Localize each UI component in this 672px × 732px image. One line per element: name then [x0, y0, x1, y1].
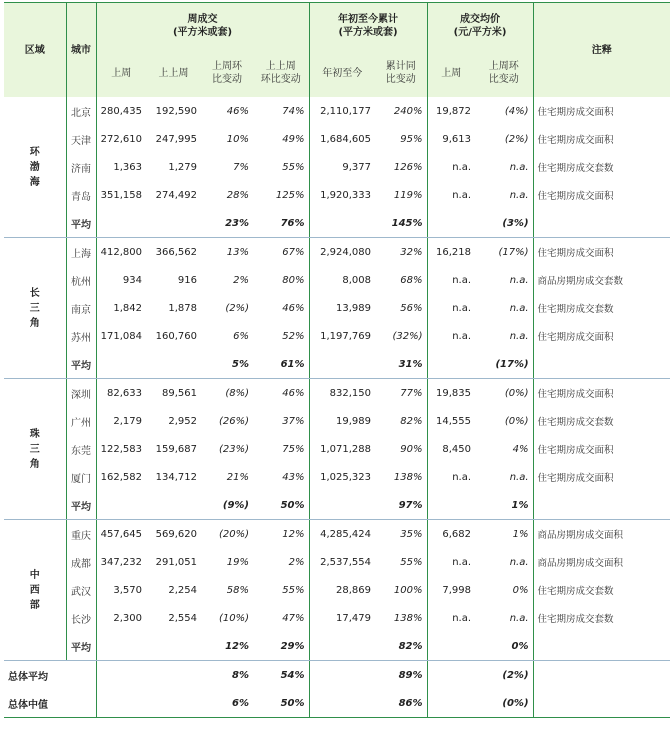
avg-price: n.a.	[452, 612, 472, 624]
prev-week-volume: 366,562	[155, 246, 197, 258]
prev-week-change: 49%	[253, 125, 309, 153]
total-row	[4, 689, 670, 718]
ytd-volume: 2,110,177	[320, 105, 372, 117]
city-name: 杭州	[66, 266, 96, 294]
avg-price: n.a.	[452, 274, 472, 286]
prev-week-change: 80%	[253, 266, 309, 294]
last-week-volume: 272,610	[100, 133, 142, 145]
avg-price-change: 1%	[475, 520, 533, 549]
empty-cell	[533, 209, 670, 238]
total-ytd-change: 89%	[375, 661, 427, 690]
last-week-volume: 2,300	[113, 612, 142, 624]
table-row	[4, 294, 670, 322]
empty-cell	[427, 350, 475, 379]
last-week-change: (20%)	[218, 528, 249, 540]
table-row	[4, 407, 670, 435]
last-week-volume: 1,363	[113, 161, 142, 173]
empty-cell	[146, 209, 201, 238]
ytd-change: 119%	[375, 181, 427, 209]
ytd-change: 77%	[375, 379, 427, 408]
ytd-change: 240%	[375, 97, 427, 125]
empty-cell	[146, 661, 201, 690]
last-week-volume: 1,842	[113, 302, 142, 314]
ytd-change: 90%	[375, 435, 427, 463]
empty-cell	[427, 209, 475, 238]
last-week-change: (10%)	[218, 612, 249, 624]
prev-week-volume: 159,687	[155, 443, 197, 455]
total-label: 总体平均	[4, 661, 96, 690]
last-week-volume: 280,435	[100, 105, 142, 117]
last-week-change: 6%	[233, 330, 249, 342]
average-ytd-change: 97%	[375, 491, 427, 520]
city-name: 北京	[66, 97, 96, 125]
ytd-change: 32%	[375, 238, 427, 267]
empty-cell	[309, 661, 375, 690]
region-name: 中西部	[4, 520, 66, 661]
header-weekly-lw-chg: 上周环 比变动	[201, 49, 253, 97]
ytd-volume: 2,537,554	[320, 556, 372, 568]
average-label: 平均	[66, 632, 96, 661]
region-average-row	[4, 350, 670, 379]
last-week-volume: 122,583	[100, 443, 142, 455]
prev-week-change: 74%	[253, 97, 309, 125]
average-ytd-change: 31%	[375, 350, 427, 379]
ytd-volume: 9,377	[342, 161, 372, 173]
last-week-volume: 347,232	[100, 556, 142, 568]
average-price-change: 1%	[475, 491, 533, 520]
row-note: 商品房期房成交面积	[537, 530, 624, 541]
empty-cell	[96, 661, 146, 690]
average-ytd-change: 82%	[375, 632, 427, 661]
empty-cell	[309, 209, 375, 238]
empty-cell	[427, 661, 475, 690]
avg-price-change: (0%)	[475, 407, 533, 435]
ytd-volume: 19,989	[336, 415, 372, 427]
prev-week-volume: 247,995	[155, 133, 197, 145]
city-name: 武汉	[66, 576, 96, 604]
empty-cell	[427, 491, 475, 520]
empty-cell	[146, 350, 201, 379]
empty-cell	[309, 491, 375, 520]
city-name: 深圳	[66, 379, 96, 408]
ytd-volume: 1,025,323	[320, 471, 372, 483]
city-name: 上海	[66, 238, 96, 267]
prev-week-change: 47%	[253, 604, 309, 632]
prev-week-change: 125%	[253, 181, 309, 209]
total-ytd-change: 86%	[375, 689, 427, 718]
last-week-change: (8%)	[225, 387, 249, 399]
region-name: 珠三角	[4, 379, 66, 520]
prev-week-change: 46%	[253, 294, 309, 322]
ytd-volume: 17,479	[336, 612, 372, 624]
average-price-change: (17%)	[475, 350, 533, 379]
avg-price-change: n.a.	[475, 153, 533, 181]
ytd-change: 82%	[375, 407, 427, 435]
ytd-volume: 4,285,424	[320, 528, 372, 540]
average-prev-week-change: 50%	[253, 491, 309, 520]
city-name: 青岛	[66, 181, 96, 209]
avg-price: 14,555	[436, 415, 472, 427]
row-note: 住宅期房成交面积	[537, 332, 614, 343]
ytd-change: 56%	[375, 294, 427, 322]
header-price-group: 成交均价 (元/平方米)	[427, 3, 533, 50]
prev-week-change: 12%	[253, 520, 309, 549]
table-row	[4, 153, 670, 181]
city-name: 南京	[66, 294, 96, 322]
region-average-row	[4, 491, 670, 520]
ytd-change: 35%	[375, 520, 427, 549]
prev-week-change: 52%	[253, 322, 309, 350]
last-week-change: 7%	[233, 161, 249, 173]
header-price-chg: 上周环 比变动	[475, 49, 533, 97]
empty-cell	[533, 689, 670, 718]
avg-price: n.a.	[452, 330, 472, 342]
avg-price: n.a.	[452, 161, 472, 173]
avg-price-change: (2%)	[475, 125, 533, 153]
prev-week-volume: 916	[177, 274, 197, 286]
empty-cell	[309, 632, 375, 661]
avg-price-change: n.a.	[475, 548, 533, 576]
avg-price-change: (17%)	[475, 238, 533, 267]
last-week-volume: 457,645	[100, 528, 142, 540]
empty-cell	[146, 632, 201, 661]
average-last-week-change: 12%	[201, 632, 253, 661]
avg-price-change: n.a.	[475, 322, 533, 350]
city-name: 重庆	[66, 520, 96, 549]
average-price-change: 0%	[475, 632, 533, 661]
ytd-volume: 13,989	[336, 302, 372, 314]
avg-price-change: 0%	[475, 576, 533, 604]
empty-cell	[533, 350, 670, 379]
table-row	[4, 238, 670, 267]
prev-week-volume: 2,952	[168, 415, 197, 427]
last-week-volume: 934	[122, 274, 142, 286]
empty-cell	[533, 661, 670, 690]
avg-price-change: n.a.	[475, 294, 533, 322]
prev-week-volume: 2,554	[168, 612, 197, 624]
last-week-change: 13%	[226, 246, 249, 258]
total-row	[4, 661, 670, 690]
ytd-volume: 1,684,605	[320, 133, 372, 145]
avg-price: n.a.	[452, 189, 472, 201]
region-average-row	[4, 632, 670, 661]
prev-week-volume: 569,620	[155, 528, 197, 540]
empty-cell	[96, 209, 146, 238]
empty-cell	[96, 350, 146, 379]
ytd-volume: 1,197,769	[320, 330, 372, 342]
avg-price: 8,450	[442, 443, 472, 455]
last-week-change: 28%	[226, 189, 249, 201]
last-week-volume: 2,179	[113, 415, 142, 427]
avg-price: n.a.	[452, 556, 472, 568]
prev-week-volume: 89,561	[162, 387, 197, 399]
empty-cell	[427, 632, 475, 661]
table-row	[4, 463, 670, 491]
header-weekly-llw: 上上周	[146, 49, 201, 97]
last-week-change: 21%	[226, 471, 249, 483]
prev-week-change: 67%	[253, 238, 309, 267]
table-row	[4, 181, 670, 209]
prev-week-change: 43%	[253, 463, 309, 491]
ytd-volume: 1,071,288	[320, 443, 372, 455]
prev-week-volume: 1,279	[168, 161, 197, 173]
ytd-volume: 1,920,333	[320, 189, 372, 201]
prev-week-volume: 1,878	[168, 302, 197, 314]
last-week-change: 46%	[226, 105, 249, 117]
prev-week-volume: 2,254	[168, 584, 197, 596]
last-week-volume: 351,158	[100, 189, 142, 201]
avg-price-change: n.a.	[475, 604, 533, 632]
ytd-change: 68%	[375, 266, 427, 294]
avg-price-change: n.a.	[475, 181, 533, 209]
city-name: 东莞	[66, 435, 96, 463]
last-week-change: 2%	[233, 274, 249, 286]
avg-price-change: (4%)	[475, 97, 533, 125]
total-prev-week-change: 54%	[253, 661, 309, 690]
last-week-change: (23%)	[218, 443, 249, 455]
empty-cell	[146, 689, 201, 718]
row-note: 住宅期房成交面积	[537, 191, 614, 202]
average-last-week-change: 5%	[201, 350, 253, 379]
table-row	[4, 435, 670, 463]
ytd-volume: 8,008	[342, 274, 372, 286]
region-name: 长三角	[4, 238, 66, 379]
header-ytd-group: 年初至今累计 (平方米或套)	[309, 3, 427, 50]
prev-week-change: 2%	[253, 548, 309, 576]
header-weekly-llw-chg: 上上周 环比变动	[253, 49, 309, 97]
city-name: 济南	[66, 153, 96, 181]
prev-week-volume: 160,760	[155, 330, 197, 342]
ytd-change: 138%	[375, 463, 427, 491]
prev-week-change: 55%	[253, 576, 309, 604]
empty-cell	[533, 632, 670, 661]
table-row	[4, 125, 670, 153]
header-price: 上周	[427, 49, 475, 97]
header-ytd-chg: 累计同 比变动	[375, 49, 427, 97]
last-week-change: (26%)	[218, 415, 249, 427]
housing-transactions-table	[4, 2, 670, 718]
last-week-change: 58%	[226, 584, 249, 596]
average-label: 平均	[66, 350, 96, 379]
table-row	[4, 604, 670, 632]
city-name: 苏州	[66, 322, 96, 350]
header-region: 区域	[4, 3, 66, 98]
avg-price-change: n.a.	[475, 266, 533, 294]
avg-price-change: 4%	[475, 435, 533, 463]
row-note: 住宅期房成交套数	[537, 586, 614, 597]
table-row	[4, 322, 670, 350]
region-name: 环渤海	[4, 97, 66, 238]
empty-cell	[96, 689, 146, 718]
average-last-week-change: (9%)	[201, 491, 253, 520]
avg-price: n.a.	[452, 471, 472, 483]
ytd-volume: 832,150	[329, 387, 372, 399]
empty-cell	[146, 491, 201, 520]
header-weekly-lw: 上周	[96, 49, 146, 97]
ytd-change: (32%)	[375, 322, 427, 350]
last-week-volume: 82,633	[107, 387, 142, 399]
avg-price-change: n.a.	[475, 463, 533, 491]
last-week-change: (2%)	[225, 302, 249, 314]
total-prev-week-change: 50%	[253, 689, 309, 718]
row-note: 住宅期房成交面积	[537, 107, 614, 118]
ytd-volume: 28,869	[336, 584, 372, 596]
last-week-volume: 3,570	[113, 584, 142, 596]
ytd-volume: 2,924,080	[320, 246, 372, 258]
table-row	[4, 266, 670, 294]
average-label: 平均	[66, 209, 96, 238]
header-ytd: 年初至今	[309, 49, 375, 97]
ytd-change: 100%	[375, 576, 427, 604]
ytd-change: 55%	[375, 548, 427, 576]
row-note: 住宅期房成交面积	[537, 248, 614, 259]
table-row	[4, 548, 670, 576]
row-note: 住宅期房成交套数	[537, 614, 614, 625]
average-price-change: (3%)	[475, 209, 533, 238]
row-note: 商品房期房成交面积	[537, 558, 624, 569]
table-row	[4, 379, 670, 408]
prev-week-change: 75%	[253, 435, 309, 463]
ytd-change: 138%	[375, 604, 427, 632]
average-last-week-change: 23%	[201, 209, 253, 238]
city-name: 厦门	[66, 463, 96, 491]
city-name: 成都	[66, 548, 96, 576]
last-week-volume: 171,084	[100, 330, 142, 342]
city-name: 广州	[66, 407, 96, 435]
row-note: 住宅期房成交面积	[537, 389, 614, 400]
total-last-week-change: 8%	[232, 669, 249, 681]
row-note: 住宅期房成交套数	[537, 417, 614, 428]
avg-price: 6,682	[442, 528, 472, 540]
empty-cell	[309, 689, 375, 718]
total-price-change: (2%)	[475, 661, 533, 690]
avg-price-change: (0%)	[475, 379, 533, 408]
ytd-change: 126%	[375, 153, 427, 181]
avg-price: 19,872	[436, 105, 472, 117]
empty-cell	[309, 350, 375, 379]
prev-week-change: 37%	[253, 407, 309, 435]
empty-cell	[96, 632, 146, 661]
total-last-week-change: 6%	[201, 689, 253, 718]
prev-week-volume: 192,590	[155, 105, 197, 117]
prev-week-change: 46%	[253, 379, 309, 408]
average-label: 平均	[66, 491, 96, 520]
ytd-change: 95%	[375, 125, 427, 153]
city-name: 长沙	[66, 604, 96, 632]
total-label: 总体中值	[4, 689, 96, 718]
avg-price: 9,613	[442, 133, 472, 145]
header-city: 城市	[66, 3, 96, 98]
prev-week-volume: 134,712	[155, 471, 197, 483]
avg-price: 16,218	[436, 246, 472, 258]
row-note: 住宅期房成交面积	[537, 473, 614, 484]
row-note: 商品房期房成交套数	[537, 276, 624, 287]
empty-cell	[96, 491, 146, 520]
table-row	[4, 520, 670, 549]
table-row	[4, 97, 670, 125]
last-week-change: 10%	[226, 133, 249, 145]
total-price-change: (0%)	[475, 689, 533, 718]
average-prev-week-change: 61%	[253, 350, 309, 379]
prev-week-volume: 274,492	[155, 189, 197, 201]
row-note: 住宅期房成交套数	[537, 163, 614, 174]
last-week-change: 19%	[226, 556, 249, 568]
prev-week-volume: 291,051	[155, 556, 197, 568]
average-ytd-change: 145%	[375, 209, 427, 238]
row-note: 住宅期房成交面积	[537, 445, 614, 456]
avg-price: 7,998	[442, 584, 472, 596]
empty-cell	[533, 491, 670, 520]
header-weekly-group: 周成交 (平方米或套)	[96, 3, 309, 50]
region-average-row	[4, 209, 670, 238]
header-note: 注释	[533, 3, 670, 98]
last-week-volume: 412,800	[100, 246, 142, 258]
row-note: 住宅期房成交套数	[537, 304, 614, 315]
last-week-volume: 162,582	[100, 471, 142, 483]
prev-week-change: 55%	[253, 153, 309, 181]
table-row	[4, 576, 670, 604]
average-prev-week-change: 29%	[253, 632, 309, 661]
city-name: 天津	[66, 125, 96, 153]
row-note: 住宅期房成交面积	[537, 135, 614, 146]
empty-cell	[427, 689, 475, 718]
average-prev-week-change: 76%	[253, 209, 309, 238]
avg-price: n.a.	[452, 302, 472, 314]
avg-price: 19,835	[436, 387, 472, 399]
